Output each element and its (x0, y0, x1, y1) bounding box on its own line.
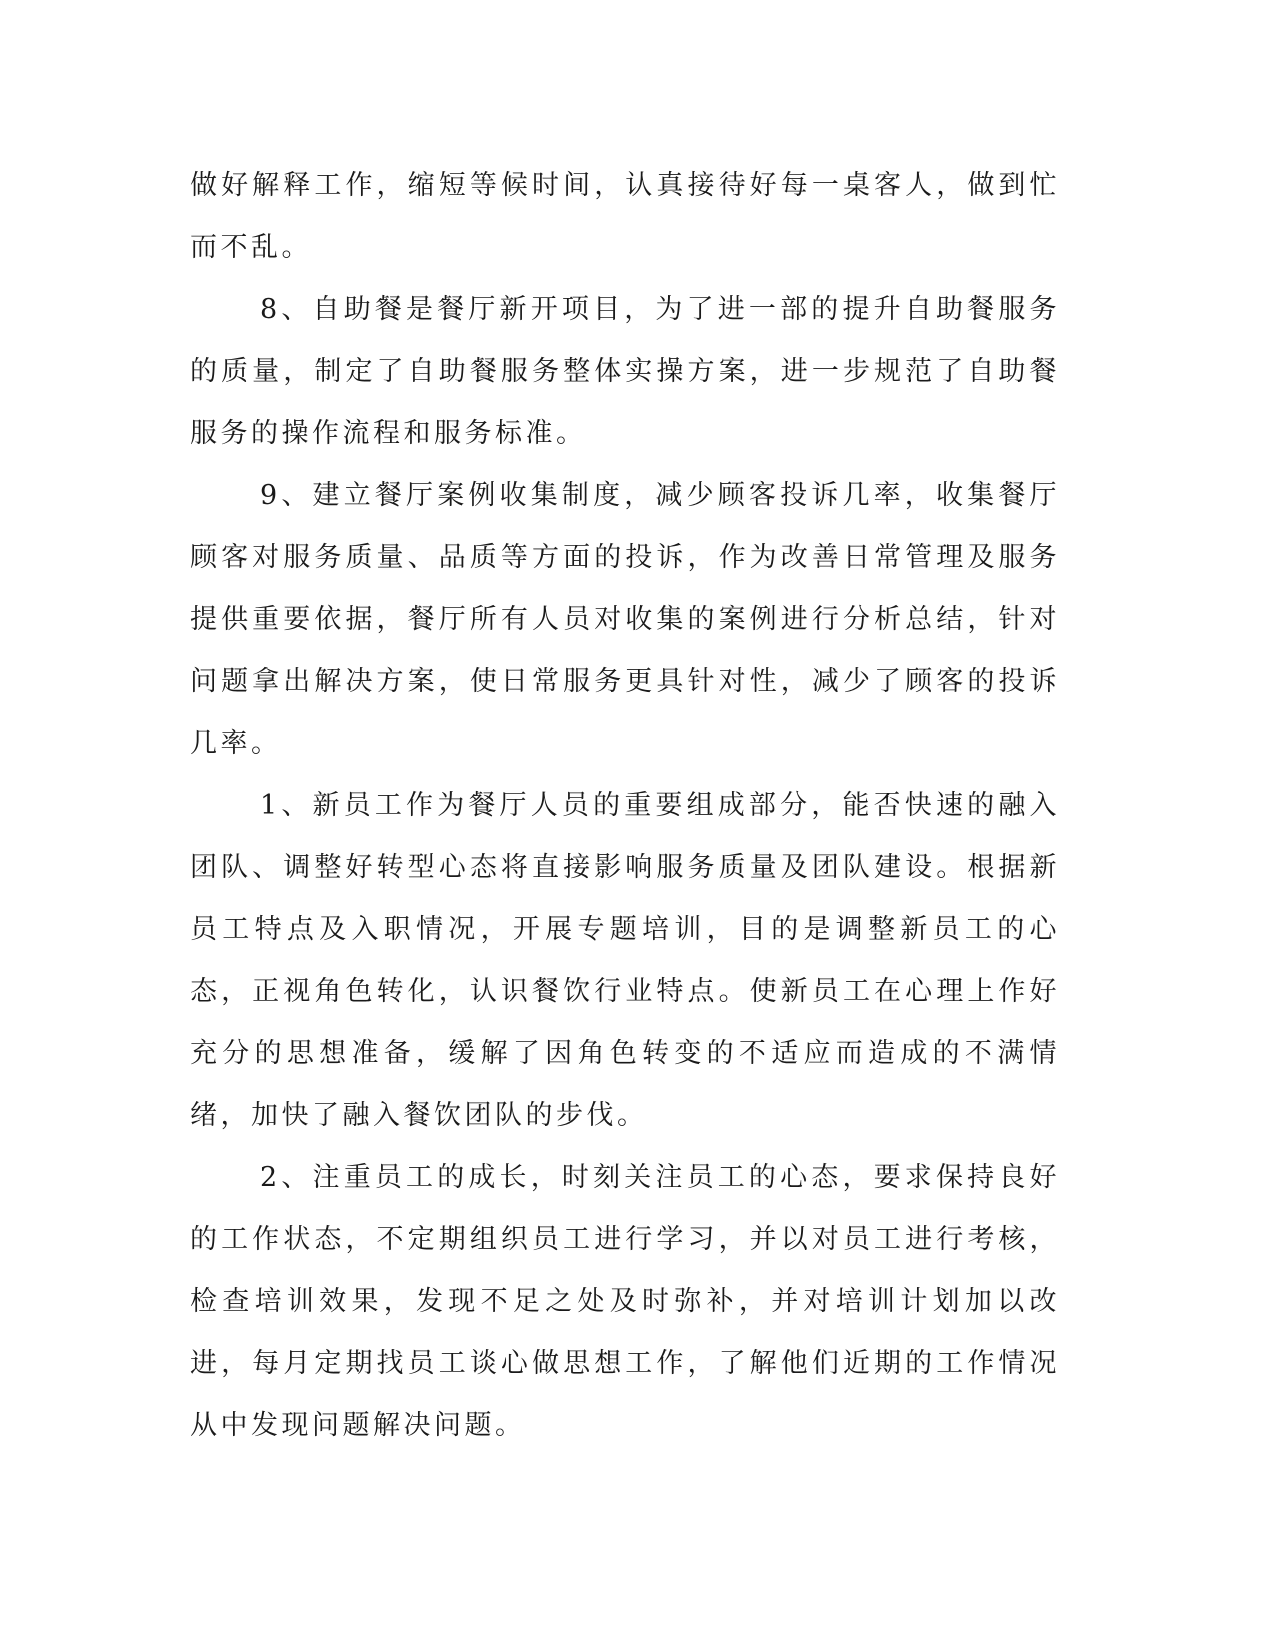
paragraph-continuation: 做好解释工作，缩短等候时间，认真接待好每一桌客人，做到忙而不乱。 (190, 170, 1060, 263)
paragraph-item-8-buffet: 8、自助餐是餐厅新开项目，为了进一部的提升自助餐服务的质量，制定了自助餐服务整体实操方案，进一步规范了自助餐服务的操作流程和服务标准。 (190, 294, 1060, 449)
paragraph-item-1-new-staff: 1、新员工作为餐厅人员的重要组成部分，能否快速的融入团队、调整好转型心态将直接影响服务质量及团队建设。根据新员工特点及入职情况，开展专题培训，目的是调整新员工的心态，正视角色转化，认识餐饮行业特点。使新员工在心理上作好充分的思想准备，缓解了因角色转变的不适应而造成的不满情绪，加快了融入餐饮团队的步伐。 (190, 790, 1060, 1131)
paragraph-item-9-case-collection: 9、建立餐厅案例收集制度，减少顾客投诉几率，收集餐厅顾客对服务质量、品质等方面的投诉，作为改善日常管理及服务提供重要依据，餐厅所有人员对收集的案例进行分析总结，针对问题拿出解决方案，使日常服务更具针对性，减少了顾客的投诉几率。 (190, 480, 1060, 759)
paragraph-item-2-staff-growth: 2、注重员工的成长，时刻关注员工的心态，要求保持良好的工作状态，不定期组织员工进行学习，并以对员工进行考核，检查培训效果，发现不足之处及时弥补，并对培训计划加以改进，每月定期找员工谈心做思想工作，了解他们近期的工作情况从中发现问题解决问题。 (190, 1162, 1060, 1441)
document-body (190, 155, 1060, 1457)
